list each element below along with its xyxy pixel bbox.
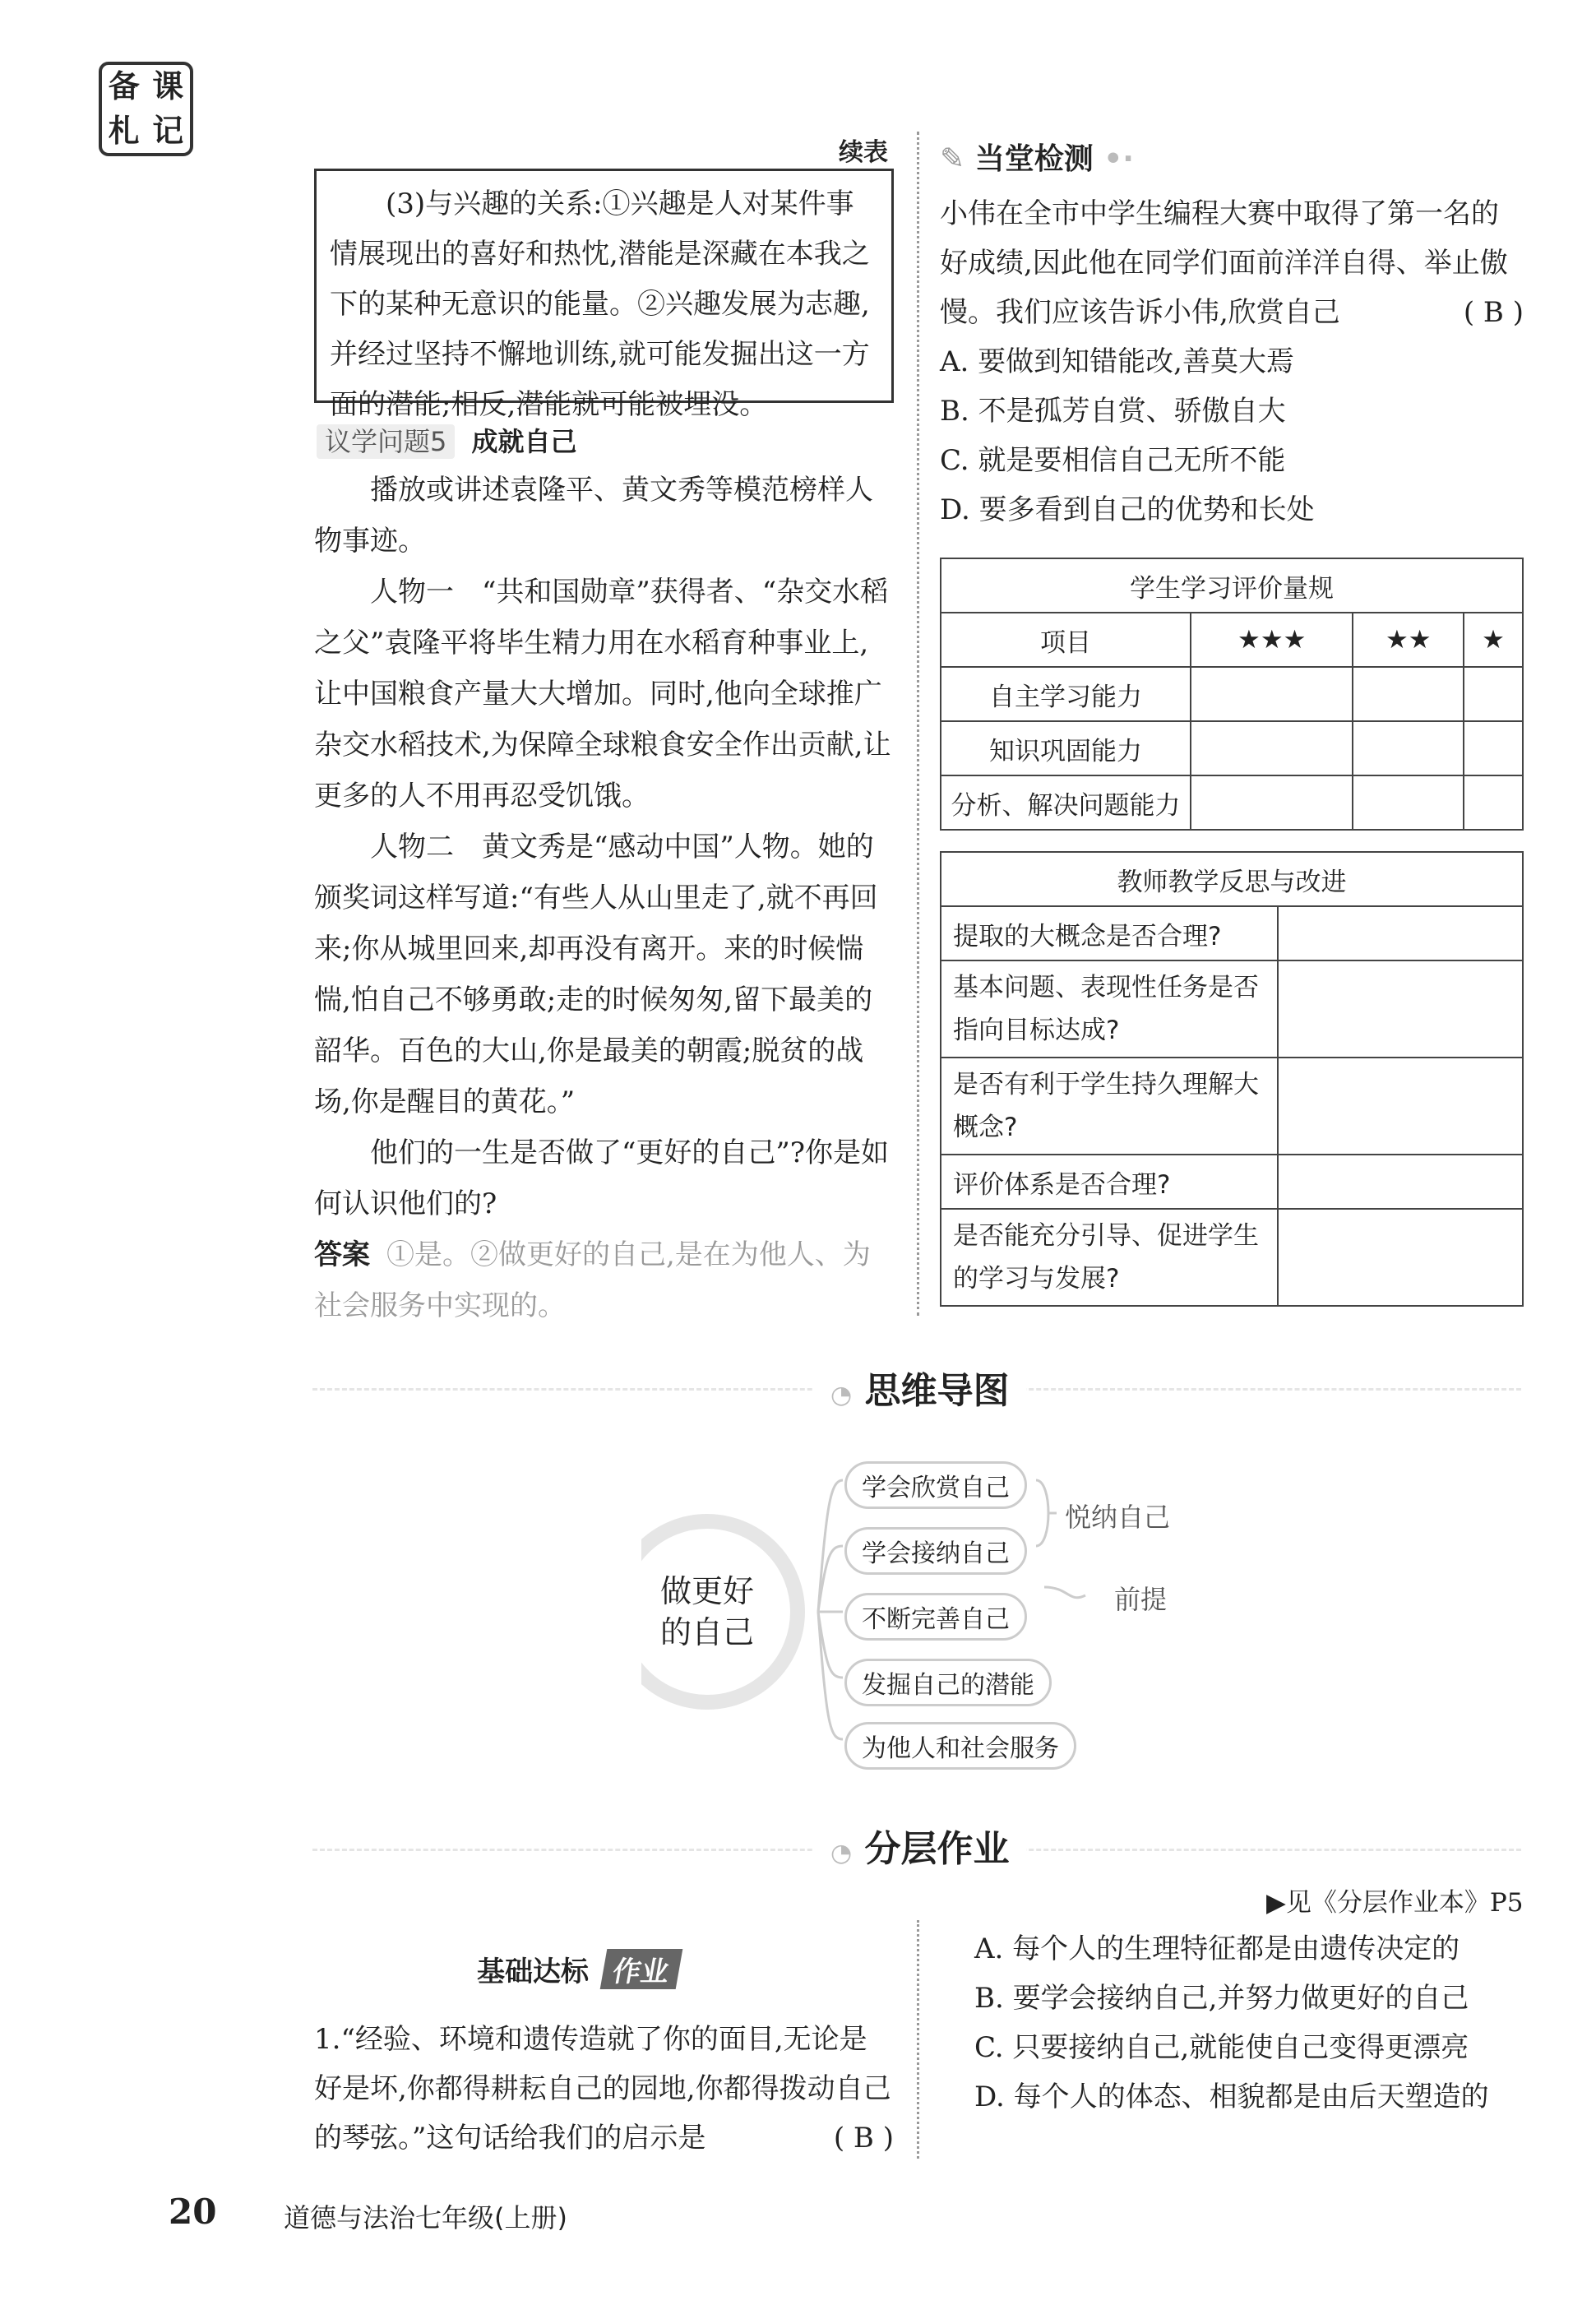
person1-text: 人物一 “共和国勋章”获得者、“杂交水稻之父”袁隆平将毕生精力用在水稻育种事业上,让中国粮食产量大大增加。同时,他向全球推广杂交水稻技术,为保障全球粮食安全作出贡献,让更多的人不用再忍受饥饿。 [314, 576, 891, 812]
homework-ref: ▶见《分层作业本》P5 [1266, 1888, 1524, 1918]
homework-options [974, 1924, 1534, 2122]
basic-badge-text: 基础达标 [477, 1956, 589, 1988]
answer-label: 答案 [314, 1238, 370, 1271]
brace-line [1036, 1480, 1048, 1546]
mindmap-node: 为他人和社会服务 [844, 1722, 1076, 1770]
check-option: A. 要做到知错能改,善莫大焉 [940, 345, 1294, 378]
q1-option: A. 每个人的生理特征都是由遗传决定的 [974, 1932, 1460, 1965]
q1-answer: ( B ) [833, 2122, 894, 2155]
reflect-row: 是否有利于学生持久理解大概念? [941, 1058, 1278, 1155]
logo-char: 课 [152, 67, 184, 104]
mindmap-label-premise: 前提 [1114, 1584, 1168, 1615]
eval-row-label: 知识巩固能力 [941, 721, 1191, 775]
basic-badge [477, 1949, 679, 1989]
answer-text [314, 1229, 894, 1331]
homework-badge: 作业 [600, 1949, 683, 1989]
check-title-text: 当堂检测 [974, 142, 1094, 176]
mindmap-center [658, 1571, 756, 1653]
question5-tag: 议学问题5 [317, 424, 455, 459]
reflection-table [940, 851, 1524, 1307]
reflect-table-title: 教师教学反思与改进 [941, 852, 1523, 906]
mindmap-node: 学会接纳自己 [844, 1527, 1027, 1575]
column-divider [917, 132, 919, 1316]
reflect-row: 提取的大概念是否合理? [941, 906, 1278, 960]
mindmap-node: 不断完善自己 [844, 1593, 1027, 1641]
evaluation-table [940, 558, 1524, 831]
brace-line [1044, 1587, 1085, 1598]
eval-header: ★ [1464, 613, 1523, 667]
question-text: 他们的一生是否做了“更好的自己”?你是如何认识他们的? [314, 1136, 889, 1220]
eval-header: ★★★ [1191, 613, 1353, 667]
check-title [940, 136, 1524, 178]
intro-text: 播放或讲述袁隆平、黄文秀等模范榜样人物事迹。 [314, 474, 873, 558]
homework-title-text: 分层作业 [864, 1828, 1010, 1870]
reflect-row: 是否能充分引导、促进学生的学习与发展? [941, 1209, 1278, 1306]
mindmap-title [814, 1361, 1026, 1414]
question5-title: 成就自己 [471, 426, 577, 457]
q1-stem: 1.“经验、环境和遗传造就了你的面目,无论是好是坏,你都得耕耘自己的园地,你都得拨动自己的琴弦。”这句话给我们的启示是 [314, 2023, 891, 2155]
mindmap-label-accept: 悦纳自己 [1065, 1502, 1171, 1533]
q1-option: B. 要学会接纳自己,并努力做更好的自己 [974, 1982, 1469, 2015]
check-stem [940, 189, 1524, 337]
continued-label: 续表 [839, 138, 888, 167]
eval-table-title: 学生学习评价量规 [941, 558, 1523, 613]
mindmap-node: 发掘自己的潜能 [844, 1659, 1052, 1706]
box1-text: (3)与兴趣的关系:①兴趣是人对某件事情展现出的喜好和热忱,潜能是深藏在本我之下的某种无意识的能量。②兴趣发展为志趣,并经过坚持不懈地训练,就可能发掘出这一方面的潜能;相反,潜能就可能被埋没。 [330, 187, 870, 421]
interest-relation-box [314, 169, 894, 421]
check-stem-text: 小伟在全市中学生编程大赛中取得了第一名的好成绩,因此他在同学们面前洋洋自得、举止傲慢。我们应该告诉小伟,欣赏自己 [940, 197, 1508, 329]
book-title: 道德与法治七年级(上册) [284, 2202, 567, 2233]
pencil-icon: ✎ [940, 142, 965, 176]
logo [99, 62, 193, 156]
swirl-icon: ◔ [830, 1381, 853, 1409]
check-option: D. 要多看到自己的优势和长处 [940, 493, 1315, 526]
eval-header: ★★ [1353, 613, 1464, 667]
mindmap-center-line: 做更好 [659, 1573, 754, 1609]
mindmap-center-line: 的自己 [659, 1614, 754, 1650]
reflect-row: 评价体系是否合理? [941, 1155, 1278, 1209]
person2-text: 人物二 黄文秀是“感动中国”人物。她的颁奖词这样写道:“有些人从山里走了,就不再回来;你从城里回来,却再没有离开。来的时候惴惴,怕自己不够勇敢;走的时候匆匆,留下最美的韶华。百色的大山,你是最美的朝霞;脱贫的战场,你是醒目的黄花。” [314, 831, 878, 1118]
question5-body [314, 465, 894, 1331]
column-divider-bottom [917, 1920, 919, 2159]
dots-icon: •· [1103, 142, 1134, 176]
answer-content: ①是。②做更好的自己,是在为他人、为社会服务中实现的。 [314, 1238, 871, 1322]
logo-char: 记 [152, 111, 184, 149]
logo-char: 备 [108, 67, 140, 104]
homework-title [814, 1819, 1026, 1872]
eval-header: 项目 [941, 613, 1191, 667]
logo-char: 札 [108, 111, 140, 149]
mindmap-node: 学会欣赏自己 [844, 1461, 1027, 1509]
check-option: C. 就是要相信自己无所不能 [940, 444, 1286, 477]
page-number: 20 [169, 2192, 217, 2232]
check-option: B. 不是孤芳自赏、骄傲自大 [940, 395, 1286, 428]
eval-row-label: 自主学习能力 [941, 667, 1191, 721]
homework-question-1 [314, 2015, 894, 2163]
swirl-icon: ◔ [830, 1839, 853, 1868]
reflect-row: 基本问题、表现性任务是否指向目标达成? [941, 960, 1278, 1058]
mindmap-title-text: 思维导图 [864, 1370, 1010, 1412]
q1-option: D. 每个人的体态、相貌都是由后天塑造的 [974, 2081, 1489, 2113]
q1-option: C. 只要接纳自己,就能使自己变得更漂亮 [974, 2031, 1469, 2064]
eval-row-label: 分析、解决问题能力 [941, 775, 1191, 830]
question5-heading [317, 421, 577, 459]
check-section [940, 136, 1524, 535]
check-answer: ( B ) [1463, 296, 1524, 329]
q1-text [314, 2015, 894, 2163]
